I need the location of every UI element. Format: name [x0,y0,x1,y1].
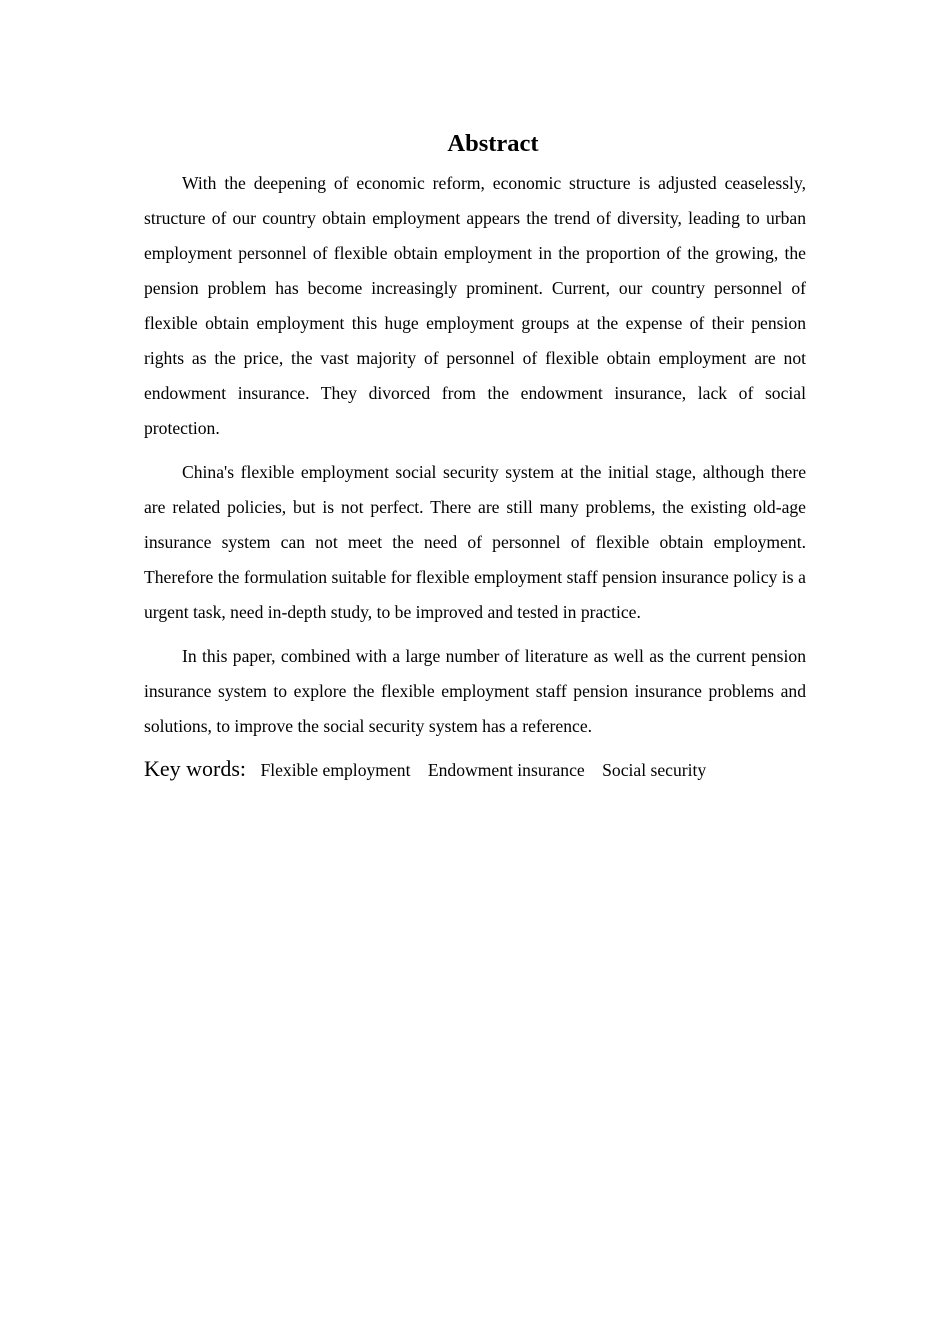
abstract-paragraph-3: In this paper, combined with a large number of literature as well as the current pension insurance system to explore the flexible employment staff pension insurance problems and solutions, to improve the social security system has a reference. [144,646,806,736]
keyword-item: Flexible employment [260,760,411,780]
keyword-item: Endowment insurance [427,760,585,780]
keywords-line [144,754,806,785]
abstract-paragraph-1: With the deepening of economic reform, economic structure is adjusted ceaselessly, structure of our country obtain employment appears the trend of diversity, leading to urban employment personnel of flexible obtain employment in the proportion of the growing, the pension problem has become increasingly prominent. Current, our country personnel of flexible obtain employment this huge employment groups at the expense of their pension rights as the price, the vast majority of personnel of flexible obtain employment are not endowment insurance. They divorced from the endowment insurance, lack of social protection. [144,173,806,438]
abstract-page [144,126,806,785]
abstract-title: Abstract [447,130,539,157]
keyword-item: Social security [602,760,707,780]
abstract-paragraph-2: China's flexible employment social security system at the initial stage, although there are related policies, but is not perfect. There are still many problems, the existing old-age insurance system can not meet the need of personnel of flexible obtain employment. Therefore the formulation suitable for flexible employment staff pension insurance policy is a urgent task, need in-depth study, to be improved and tested in practice. [144,462,806,622]
keywords-label: Key words: [144,756,247,781]
